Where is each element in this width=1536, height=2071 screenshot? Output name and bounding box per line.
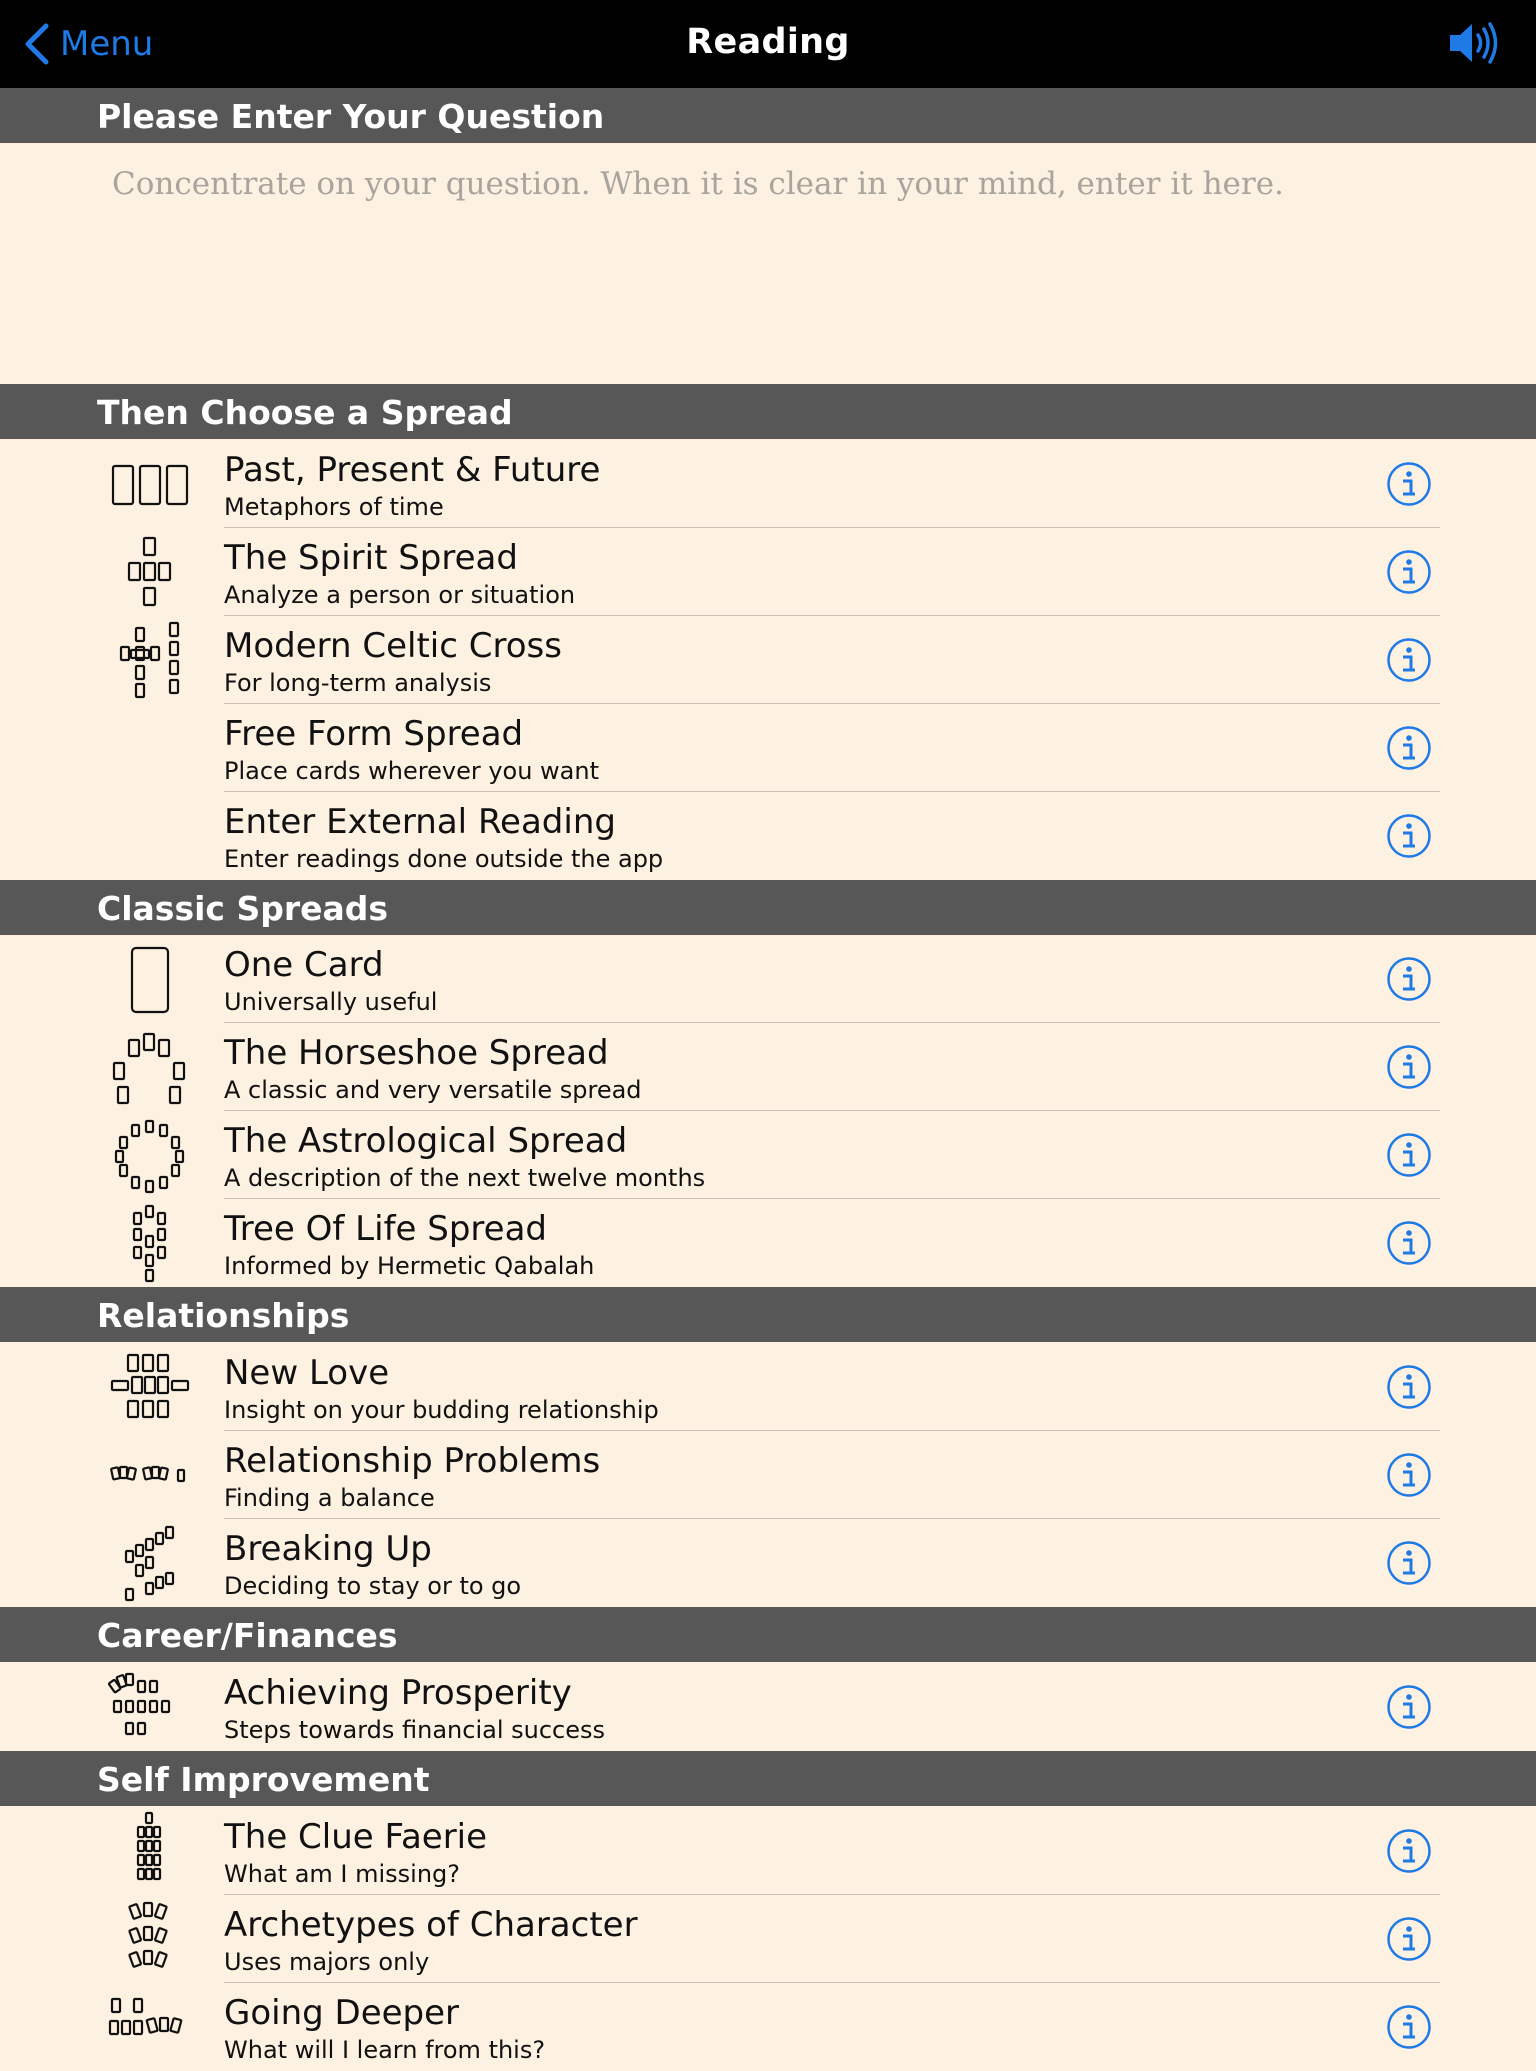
spread-row-external-reading[interactable] (0, 792, 1536, 880)
spread-title: The Clue Faerie (224, 1817, 488, 1857)
spread-row-achieving-prosperity[interactable] (0, 1663, 1536, 1751)
spread-title: Achieving Prosperity (224, 1673, 572, 1713)
info-icon[interactable] (1386, 956, 1432, 1002)
spread-row-one-card[interactable] (0, 935, 1536, 1023)
spread-title: Going Deeper (224, 1993, 460, 2033)
clue-faerie-icon (98, 1811, 202, 1891)
info-icon[interactable] (1386, 1220, 1432, 1266)
spread-title: Tree Of Life Spread (224, 1209, 547, 1249)
spread-title: Free Form Spread (224, 714, 524, 754)
spread-subtitle: Insight on your budding relationship (224, 1396, 659, 1424)
spread-row-horseshoe[interactable] (0, 1023, 1536, 1111)
info-icon[interactable] (1386, 1132, 1432, 1178)
spread-subtitle: Place cards wherever you want (224, 757, 600, 785)
spread-row-past-present-future[interactable] (0, 440, 1536, 528)
horseshoe-icon (98, 1027, 202, 1107)
section-header-classic-spreads: Classic Spreads (0, 880, 1536, 935)
spread-subtitle: Uses majors only (224, 1948, 430, 1976)
one-card-icon (98, 939, 202, 1019)
spread-title: Enter External Reading (224, 802, 616, 842)
spread-subtitle: Metaphors of time (224, 493, 444, 521)
breaking-up-icon (98, 1523, 202, 1603)
question-input[interactable]: Concentrate on your question. When it is clear in your mind, enter it here. (112, 166, 1284, 202)
info-icon[interactable] (1386, 549, 1432, 595)
spirit-spread-icon (98, 532, 202, 612)
section-header-career-finances: Career/Finances (0, 1607, 1536, 1662)
info-icon[interactable] (1386, 1916, 1432, 1962)
three-card-icon (98, 444, 202, 524)
spread-title: Archetypes of Character (224, 1905, 638, 1945)
spread-title: Relationship Problems (224, 1441, 601, 1481)
spread-subtitle: What will I learn from this? (224, 2036, 546, 2064)
spread-row-going-deeper[interactable] (0, 1983, 1536, 2071)
page-title: Reading (686, 22, 850, 62)
spread-subtitle: For long-term analysis (224, 669, 492, 697)
back-button-label: Menu (60, 24, 154, 64)
spread-subtitle: Analyze a person or situation (224, 581, 576, 609)
spread-row-relationship-problems[interactable] (0, 1431, 1536, 1519)
spread-row-astrological[interactable] (0, 1111, 1536, 1199)
spread-row-free-form[interactable] (0, 704, 1536, 792)
spread-subtitle: Enter readings done outside the app (224, 845, 664, 873)
info-icon[interactable] (1386, 813, 1432, 859)
prosperity-icon (98, 1667, 202, 1747)
info-icon[interactable] (1386, 1044, 1432, 1090)
info-icon[interactable] (1386, 1540, 1432, 1586)
info-icon[interactable] (1386, 725, 1432, 771)
archetypes-icon (98, 1899, 202, 1979)
info-icon[interactable] (1386, 461, 1432, 507)
spread-row-tree-of-life[interactable] (0, 1199, 1536, 1287)
info-icon[interactable] (1386, 2004, 1432, 2050)
spread-title: New Love (224, 1353, 390, 1393)
spread-title: The Astrological Spread (224, 1121, 628, 1161)
spread-subtitle: Finding a balance (224, 1484, 435, 1512)
section-header-choose-spread: Then Choose a Spread (0, 384, 1536, 439)
info-icon[interactable] (1386, 1364, 1432, 1410)
spread-title: The Horseshoe Spread (224, 1033, 609, 1073)
tree-of-life-icon (98, 1203, 202, 1283)
spread-subtitle: A classic and very versatile spread (224, 1076, 642, 1104)
spread-title: Past, Present & Future (224, 450, 601, 490)
spread-row-breaking-up[interactable] (0, 1519, 1536, 1607)
info-icon[interactable] (1386, 637, 1432, 683)
spread-row-archetypes[interactable] (0, 1895, 1536, 1983)
spread-subtitle: What am I missing? (224, 1860, 461, 1888)
question-section-header: Please Enter Your Question (0, 88, 1536, 143)
spread-subtitle: Informed by Hermetic Qabalah (224, 1252, 595, 1280)
info-icon[interactable] (1386, 1684, 1432, 1730)
spread-row-celtic-cross[interactable] (0, 616, 1536, 704)
info-icon[interactable] (1386, 1828, 1432, 1874)
astrological-icon (98, 1115, 202, 1195)
navigation-bar (0, 0, 1536, 88)
spread-subtitle: Steps towards financial success (224, 1716, 606, 1744)
spread-title: Modern Celtic Cross (224, 626, 562, 666)
section-header-self-improvement: Self Improvement (0, 1751, 1536, 1806)
spread-row-spirit[interactable] (0, 528, 1536, 616)
spread-subtitle: Universally useful (224, 988, 438, 1016)
spread-row-new-love[interactable] (0, 1343, 1536, 1431)
info-icon[interactable] (1386, 1452, 1432, 1498)
celtic-cross-icon (98, 620, 202, 700)
spread-title: Breaking Up (224, 1529, 432, 1569)
spread-title: The Spirit Spread (224, 538, 518, 578)
relationship-problems-icon (98, 1435, 202, 1515)
spread-title: One Card (224, 945, 384, 985)
new-love-icon (98, 1347, 202, 1427)
going-deeper-icon (98, 1987, 202, 2067)
spread-row-clue-faerie[interactable] (0, 1807, 1536, 1895)
section-header-relationships: Relationships (0, 1287, 1536, 1342)
spread-subtitle: Deciding to stay or to go (224, 1572, 522, 1600)
spread-subtitle: A description of the next twelve months (224, 1164, 706, 1192)
speaker-icon[interactable] (1448, 20, 1500, 66)
